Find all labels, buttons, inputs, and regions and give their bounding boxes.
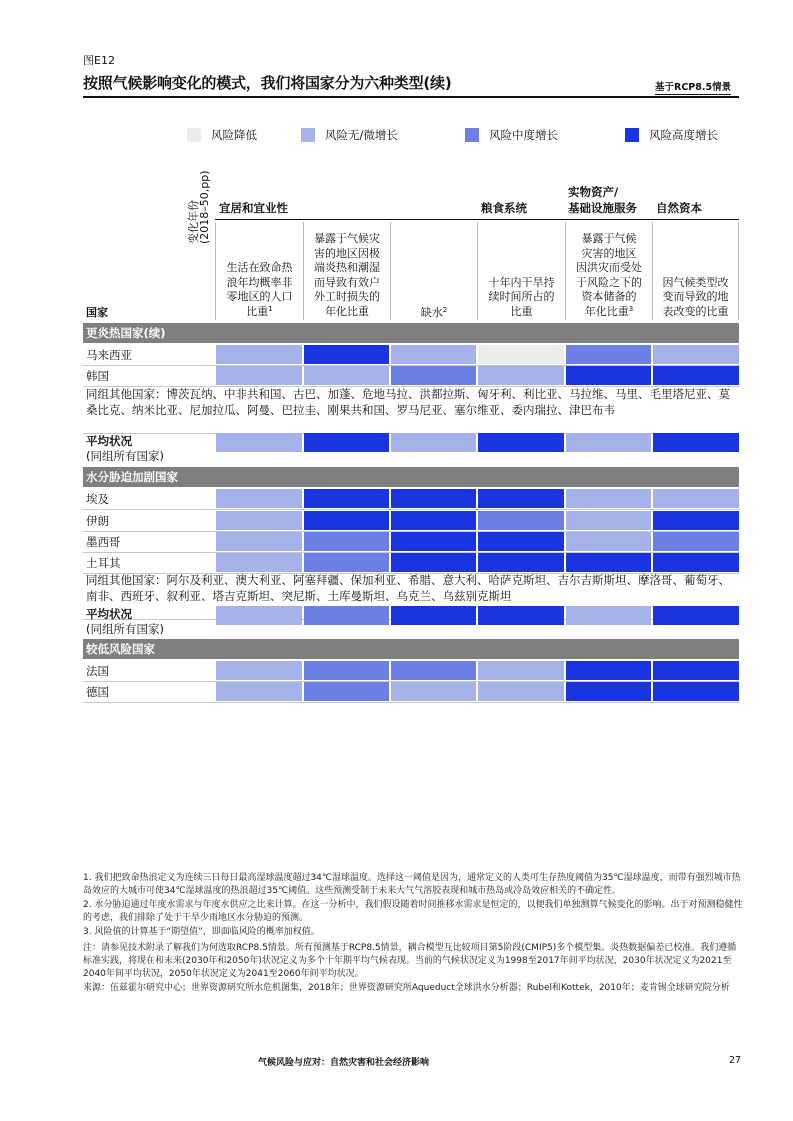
table-row-cell-1 [216,661,302,680]
average-row-cell-3 [391,606,476,625]
country-label: 法国 [86,664,109,678]
figure-number: 图E12 [83,54,115,67]
column-header-heat-text: 生活在致命热 浪年均概率非 零地区的人口 比重 [226,261,293,318]
column-header-drought [477,222,565,320]
table-row-cell-3 [391,661,476,680]
other-countries: 同组其他国家：博茨瓦纳、中非共和国、古巴、加蓬、危地马拉、洪都拉斯、匈牙利、利比亚、马拉维、马里、毛里塔尼亚、莫桑比克、纳米比亚、尼加拉瓜、阿曼、巴拉圭、刚果共和国、罗马尼亚、塞尔维亚、委内瑞拉、津巴布韦 [86,387,730,417]
legend-item [301,127,398,143]
table-row-cell-5 [566,511,651,530]
table-row-cell-1 [216,511,302,530]
average-row-cell-2 [304,433,389,452]
table-row-cell-3 [391,511,476,530]
legend-swatch [187,128,201,142]
table-row-cell-6 [653,489,739,508]
table-row-cell-1 [216,366,302,385]
legend-label: 风险无/微增长 [325,128,398,142]
average-row-cell-4 [478,433,564,452]
column-header-biome [652,222,739,320]
footnote-ref-3: 3 [628,304,634,313]
table-row-cell-4 [478,682,564,701]
legend-swatch [625,128,639,142]
table-row-cell-3 [391,532,476,551]
page-number: 27 [729,1055,742,1066]
table-row-cell-6 [653,553,739,572]
average-label: 平均状况 [86,607,132,621]
table-row-cell-6 [653,345,739,364]
table-row-cell-2 [304,532,389,551]
table-row-cell-6 [653,682,739,701]
table-row-cell-4 [478,489,564,508]
page-title: 按照气候影响变化的模式，我们将国家分为六种类型(续) [83,74,452,92]
category-physical-assets: 实物资产/ 基础设施服务 [568,185,637,215]
table-row-cell-6 [653,661,739,680]
country-label: 埃及 [86,492,109,506]
table-row-cell-2 [304,489,389,508]
average-row-cell-3 [391,433,476,452]
table-row-cell-5 [566,553,651,572]
country-label: 伊朗 [86,514,109,528]
table-row-cell-2 [304,682,389,701]
average-label: 平均状况 [86,434,132,448]
table-row-cell-3 [391,345,476,364]
average-row-cell-4 [478,606,564,625]
legend-item [625,127,718,143]
average-sublabel: (同组所有国家) [86,622,164,636]
column-header-biome-text: 因气候类型改 变而导致的地 表改变的比重 [662,275,729,318]
row-divider [83,509,739,510]
column-header-flood [565,222,652,320]
table-row-cell-6 [653,511,739,530]
category-food: 粮食系统 [481,201,527,215]
table-row-cell-2 [304,366,389,385]
footnote: 2. 水分胁迫通过年度水需求与年度水供应之比来计算。在这一分析中，我们假设随着时间推移水需求是恒定的，以便我们单独测算气候变化的影响。出于对预测稳健性的考虑，我们排除了处于干旱少雨地区水分胁迫的预测。 [83,900,743,923]
legend-label: 风险高度增长 [649,128,718,142]
table-row-cell-2 [304,661,389,680]
footnote: 1. 我们把致命热浪定义为连续三日每日最高湿球温度超过34℃湿球温度。选择这一阈值是因为，通常定义的人类可生存热度阈值为35℃湿球温度，而带有强烈城市热岛效应的大城市可使34℃湿球温度的热浪超过35℃阈值。这些预测受制于未来大气气溶胶表现和城市热岛或冷岛效应相关的不确定性。 [83,873,741,896]
table-row-cell-4 [478,366,564,385]
country-label: 马来西亚 [86,348,132,362]
table-row-cell-5 [566,345,651,364]
legend-swatch [301,128,315,142]
column-header-water-text: 缺水 [420,305,443,319]
average-row-cell-1 [216,433,302,452]
table-row-cell-2 [304,553,389,572]
footnote: 3. 风险值的计算基于“期望值”，即面临风险的概率加权值。 [83,927,320,937]
legend-swatch [465,128,479,142]
table-row-cell-4 [478,532,564,551]
section-header: 水分胁迫加剧国家 [83,467,739,487]
table-row-cell-5 [566,682,651,701]
table-row-cell-4 [478,553,564,572]
average-row-cell-5 [566,606,651,625]
table-row-cell-6 [653,532,739,551]
legend-label: 风险降低 [211,128,257,142]
table-row-cell-4 [478,511,564,530]
header-divider [83,96,739,98]
table-row-cell-3 [391,682,476,701]
footnote: 注：请参见技术附录了解我们为何选取RCP8.5情景。所有预测基于RCP8.5情景，耦合模型互比较项目第5阶段(CMIP5)多个模型集。炎热数据偏差已校准。我们遵循标准实践，将现在和未来(2030年和2050年)状况定义为多个十年期平均气候表现。当前的气候状况定义为1998至2017年间平均状况，2030年状况定义为2021至2040年间平均状况，2050年状况定义为2041至2060年间平均状况。 [83,943,737,979]
column-header-country: 国家 [86,306,108,319]
column-header-exposure-text: 暴露于气候灾 害的地区因极 端炎热和潮湿 而导致有效户 外工时损失的 年化比重 [314,232,380,318]
row-divider [83,702,739,703]
table-row-cell-1 [216,489,302,508]
column-header-water [390,222,477,320]
average-row-cell-6 [653,433,739,452]
average-sublabel: (同组所有国家) [86,449,164,463]
column-header-heat [215,222,303,320]
legend-label: 风险中度增长 [489,128,558,142]
average-row-cell-2 [304,606,389,625]
section-header: 更炎热国家(续) [83,323,739,343]
category-divider [215,219,739,220]
footnotes [83,872,743,996]
table-row-cell-6 [653,366,739,385]
table-row-cell-1 [216,345,302,364]
table-row-cell-1 [216,682,302,701]
footnote-ref-1: 1 [268,304,273,313]
average-row-cell-5 [566,433,651,452]
table-row-cell-2 [304,511,389,530]
footnote-ref-2: 2 [442,305,448,314]
table-row-cell-5 [566,489,651,508]
table-row-cell-2 [304,345,389,364]
country-label: 墨西哥 [86,535,121,549]
table-row-cell-3 [391,553,476,572]
table-row-cell-5 [566,661,651,680]
country-label: 韩国 [86,369,109,383]
legend-item [187,127,257,143]
table-row-cell-3 [391,366,476,385]
table-row-cell-5 [566,532,651,551]
section-header: 较低风险国家 [83,639,739,659]
table-row-cell-1 [216,532,302,551]
table-row-cell-4 [478,345,564,364]
average-row-cell-6 [653,606,739,625]
column-header-exposure [303,222,390,320]
legend-item [465,127,558,143]
table-row-cell-1 [216,553,302,572]
column-header-flood-text: 暴露于气候 灾害的地区 因洪灾而受处 于风险之下的 资本储备的 年化比重 [576,232,642,318]
scenario-label: 基于RCP8.5情景 [655,79,731,95]
table-row-cell-4 [478,661,564,680]
category-livability: 宜居和宜业性 [219,201,288,215]
table-row-cell-5 [566,366,651,385]
country-label: 德国 [86,685,109,699]
column-header-drought-text: 十年内干旱持 续时间所占的 比重 [488,275,555,318]
category-natural-capital: 自然资本 [656,201,702,215]
country-label: 土耳其 [86,556,121,570]
average-row-cell-1 [216,606,302,625]
footnote: 来源：伍兹霍尔研究中心；世界资源研究所水危机图集，2018年；世界资源研究所Aqueduct全球洪水分析器；Rubel和Kottek，2010年；麦肯锡全球研究院分析 [83,983,730,993]
column-header-change-years: 变化年份 (2018–50,pp) [187,170,211,244]
footer-title: 气候风险与应对：自然灾害和社会经济影响 [258,1058,430,1068]
table-row-cell-3 [391,489,476,508]
other-countries: 同组其他国家：阿尔及利亚、澳大利亚、阿塞拜疆、保加利亚、希腊、意大利、哈萨克斯坦、吉尔吉斯斯坦、摩洛哥、葡萄牙、南非、西班牙、叙利亚、塔吉克斯坦、突尼斯、土库曼斯坦、乌克兰、乌兹别克斯坦 [86,573,730,603]
